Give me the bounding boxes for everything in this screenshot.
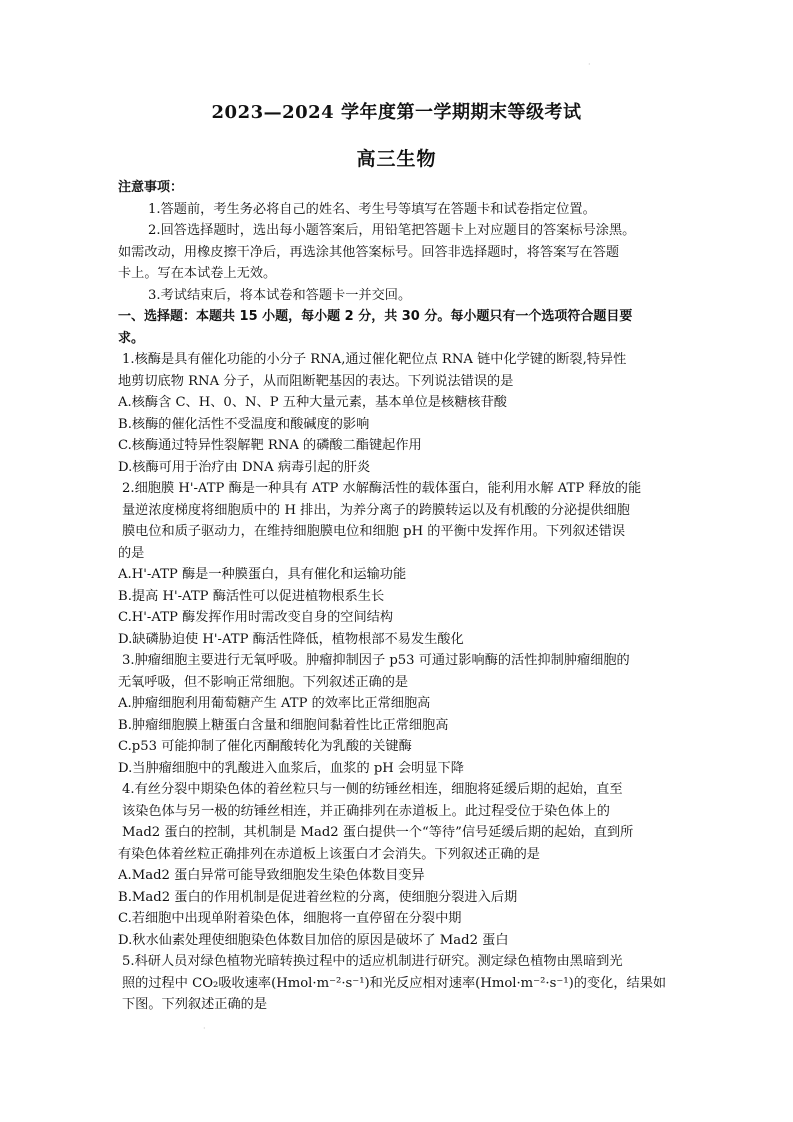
notice-item: 3.考试结束后，将本试卷和答题卡一并交回。 [148, 287, 412, 303]
option-b: B.Mad2 蛋白的作用机制是促进着丝粒的分离，使细胞分裂进入后期 [118, 889, 518, 905]
option-a: A.Mad2 蛋白异常可能导致细胞发生染色体数目变异 [118, 868, 425, 883]
section-heading-cont: 求。 [118, 330, 145, 346]
question-2 [118, 478, 684, 650]
question-stem: 1.核酶是具有催化功能的小分子 RNA,通过催化靶位点 RNA 链中化学键的断裂,特异性 [122, 352, 627, 367]
question-stem: 的是 [118, 545, 145, 561]
option-d: D.当肿瘤细胞中的乳酸进入血浆后，血浆的 pH 会明显下降 [118, 760, 464, 776]
question-stem: 5.科研人员对绿色植物光暗转换过程中的适应机制进行研究。测定绿色植物由黑暗到光 [122, 954, 623, 969]
option-c: C.p53 可能抑制了催化丙酮酸转化为乳酸的关键酶 [118, 739, 412, 754]
question-stem: 无氧呼吸，但不影响正常细胞。下列叙述正确的是 [118, 674, 409, 690]
option-c: C.核酶通过特异性裂解靶 RNA 的磷酸二酯键起作用 [118, 438, 422, 453]
option-a: A.肿瘤细胞利用葡萄糖产生 ATP 的效率比正常细胞高 [118, 696, 431, 711]
question-stem: 量逆浓度梯度将细胞质中的 H 排出，为养分离子的跨膜转运以及有机酸的分泌提供细胞 [122, 502, 630, 518]
notice-item: 1.答题前，考生务必将自己的姓名、考生号等填写在答题卡和试卷指定位置。 [148, 201, 596, 217]
question-stem: 有染色体着丝粒正确排列在赤道板上该蛋白才会消失。下列叙述正确的是 [118, 846, 540, 862]
question-3 [118, 650, 684, 779]
question-stem: 该染色体与另一极的纺锤丝相连，并正确排列在赤道板上。此过程受位于染色体上的 [122, 803, 610, 819]
notice-item: 如需改动，用橡皮擦干净后，再选涂其他答案标号。回答非选择题时，将答案写在答题 [118, 244, 620, 260]
exam-content [118, 177, 684, 1016]
notice-item: 卡上。写在本试卷上无效。 [118, 266, 277, 281]
exam-title: 2023—2024 学年度第一学期期末等级考试 [211, 102, 582, 123]
question-stem: 膜电位和质子驱动力，在维持细胞膜电位和细胞 pH 的平衡中发挥作用。下列叙述错误 [122, 524, 626, 539]
option-a: A.H'-ATP 酶是一种膜蛋白，具有催化和运输功能 [118, 567, 407, 582]
question-stem: 下图。下列叙述正确的是 [122, 997, 268, 1012]
question-5 [118, 951, 684, 1016]
exam-subject: 高三生物 [356, 148, 437, 170]
question-1 [118, 349, 684, 478]
scan-dot: · [203, 1024, 206, 1033]
option-d: D.核酶可用于治疗由 DNA 病毒引起的肝炎 [118, 459, 371, 475]
section-heading: 一、选择题：本题共 15 小题，每小题 2 分，共 30 分。每小题只有一个选项符合题目要 [118, 309, 633, 324]
question-stem: 3.肿瘤细胞主要进行无氧呼吸。肿瘤抑制因子 p53 可通过影响酶的活性抑制肿瘤细胞的 [122, 653, 630, 668]
option-a: A.核酶含 C、H、0、N、P 五种大量元素，基本单位是核糖核苷酸 [118, 395, 507, 410]
option-c: C.H'-ATP 酶发挥作用时需改变自身的空间结构 [118, 610, 394, 625]
scan-dot: · [588, 60, 591, 69]
question-stem: Mad2 蛋白的控制，其机制是 Mad2 蛋白提供一个“等待”信号延缓后期的起始，直到所 [122, 825, 634, 840]
question-4 [118, 779, 684, 951]
option-b: B.核酶的催化活性不受温度和酸碱度的影响 [118, 416, 370, 432]
notice-heading: 注意事项： [118, 180, 184, 195]
question-stem: 照的过程中 CO₂吸收速率(Hmol·m⁻²·s⁻¹)和光反应相对速率(Hmol·m⁻²·s⁻¹)的变化，结果如 [122, 975, 667, 991]
question-stem: 地剪切底物 RNA 分子，从而阻断靶基因的表达。下列说法错误的是 [118, 373, 514, 389]
question-stem: 4.有丝分裂中期染色体的着丝粒只与一侧的纺锤丝相连，细胞将延缓后期的起始，直至 [122, 782, 623, 797]
option-d: D.缺磷胁迫使 H'-ATP 酶活性降低，植物根部不易发生酸化 [118, 631, 464, 647]
option-b: B.肿瘤细胞膜上糖蛋白含量和细胞间黏着性比正常细胞高 [118, 717, 449, 733]
notice-item: 2.回答选择题时，选出每小题答案后，用铅笔把答题卡上对应题目的答案标号涂黑。 [148, 223, 636, 238]
option-c: C.若细胞中出现单附着染色体，细胞将一直停留在分裂中期 [118, 911, 462, 926]
option-b: B.提高 H'-ATP 酶活性可以促进植物根系生长 [118, 588, 385, 604]
option-d: D.秋水仙素处理使细胞染色体数目加倍的原因是破坏了 Mad2 蛋白 [118, 932, 509, 948]
question-stem: 2.细胞膜 H'-ATP 酶是一种具有 ATP 水解酶活性的载体蛋白，能利用水解 ATP 释放的能 [122, 481, 642, 496]
